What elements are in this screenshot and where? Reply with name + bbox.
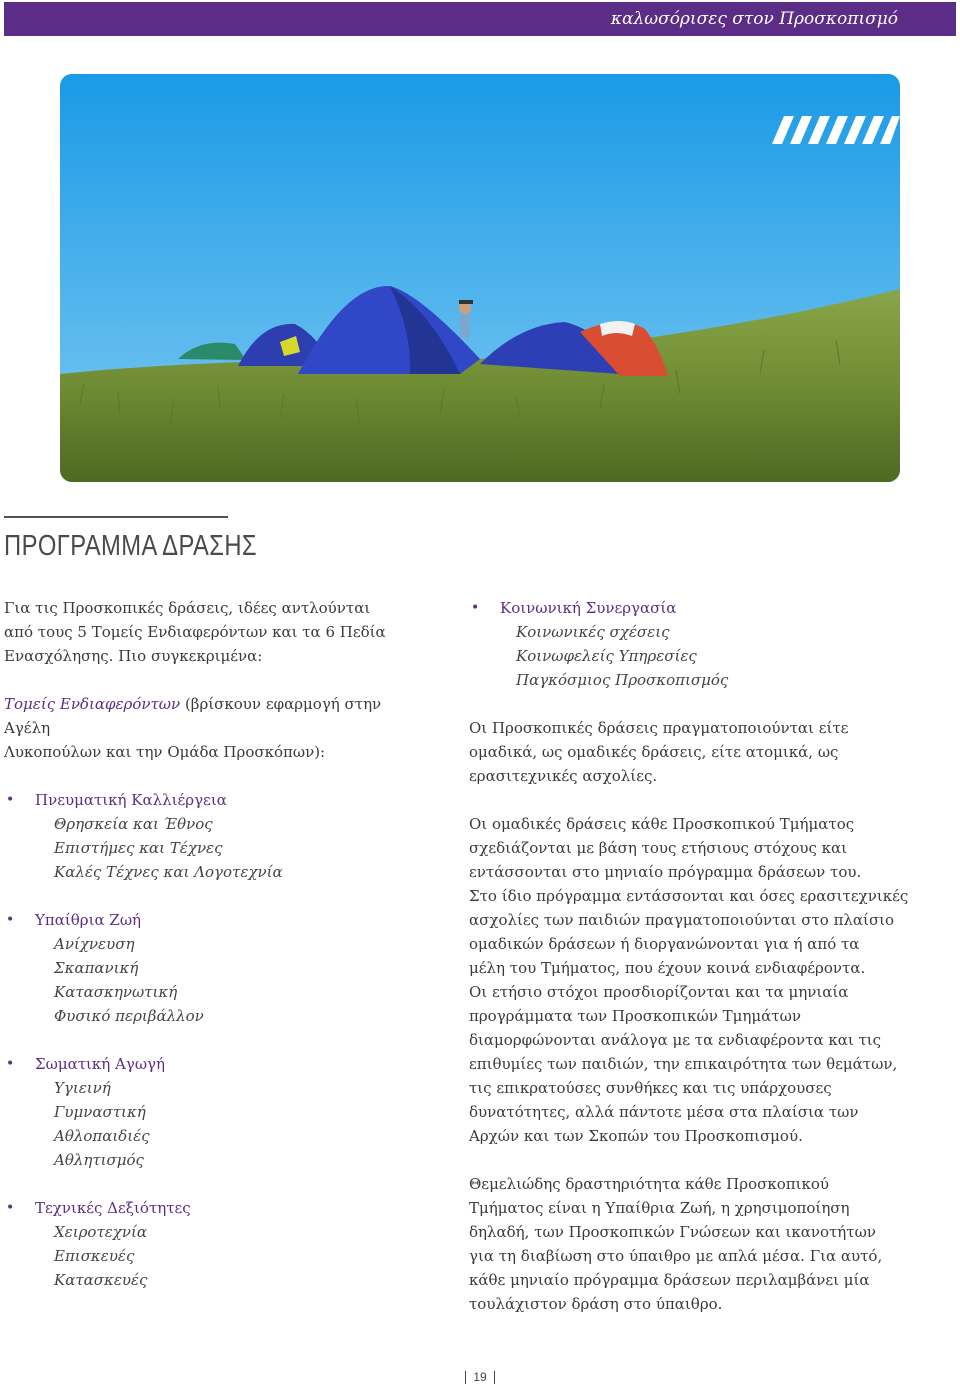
interest-areas-paragraph [4, 692, 424, 764]
divider-right [494, 1371, 495, 1384]
bullet-icon: • [471, 600, 480, 616]
paragraph-line: Οι ομαδικές δράσεις κάθε Προσκοπικού Τμήματος [469, 815, 855, 833]
intro-paragraph [4, 596, 424, 668]
category-item: Επισκευές [54, 1247, 135, 1265]
left-column [4, 596, 424, 1316]
category-item: Κοινωφελείς Υπηρεσίες [516, 647, 697, 665]
category-social [469, 596, 909, 692]
category-item: Επιστήμες και Τέχνες [54, 839, 223, 857]
category-title: Υπαίθρια Ζωή [35, 911, 142, 929]
section-title: ΠΡΟΓΡΑΜΜΑ ΔΡΑΣΗΣ [4, 530, 258, 562]
intro-line: Για τις Προσκοπικές δράσεις, ιδέες αντλούνται [4, 599, 371, 617]
category-item: Κατασκευές [54, 1271, 148, 1289]
paragraph [469, 812, 909, 1148]
header-bar [4, 2, 956, 36]
interest-areas-text: Λυκοπούλων και την Ομάδα Προσκόπων): [4, 743, 326, 761]
header-title: καλωσόρισες στον Προσκοπισμό [610, 9, 898, 29]
paragraph-line: δυνατότητες, αλλά πάντοτε μέσα στα πλαίσια των [469, 1103, 859, 1121]
bullet-icon: • [6, 912, 15, 928]
category-item: Χειροτεχνία [54, 1223, 148, 1241]
paragraph-line: κάθε μηνιαίο πρόγραμμα δράσεων περιλαμβάνει μία [469, 1271, 870, 1289]
paragraph-line: σχεδιάζονται με βάση τους ετήσιους στόχους και [469, 839, 848, 857]
category-title: Σωματική Αγωγή [35, 1055, 166, 1073]
category-item: Θρησκεία και Έθνος [54, 815, 213, 833]
category-item: Κοινωνικές σχέσεις [516, 623, 670, 641]
paragraph-line: ασχολίες των παιδιών πραγματοποιούνται στο πλαίσιο [469, 911, 895, 929]
paragraph-line: για τη διαβίωση στο ύπαιθρο με απλά μέσα. Για αυτό, [469, 1247, 883, 1265]
paragraph-line: τουλάχιστον δράση στο ύπαιθρο. [469, 1295, 723, 1313]
intro-line: Ενασχόλησης. Πιο συγκεκριμένα: [4, 647, 263, 665]
category-item: Αθλητισμός [54, 1151, 144, 1169]
section-divider [4, 516, 228, 518]
paragraph [469, 1172, 909, 1316]
category-title: Κοινωνική Συνεργασία [500, 599, 677, 617]
bullet-icon: • [6, 1056, 15, 1072]
category-technical [4, 1196, 424, 1292]
paragraph-line: Θεμελιώδης δραστηριότητα κάθε Προσκοπικού [469, 1175, 830, 1193]
category-spiritual [4, 788, 424, 884]
interest-areas-label: Τομείς Ενδιαφερόντων [4, 695, 181, 713]
paragraph-line: τις επικρατούσες συνθήκες και τις υπάρχουσες [469, 1079, 832, 1097]
interest-areas-text: (βρίσκουν εφαρμογή στην Αγέλη [4, 695, 382, 737]
intro-line: από τους 5 Τομείς Ενδιαφερόντων και τα 6 Πεδία [4, 623, 386, 641]
category-item: Παγκόσμιος Προσκοπισμός [516, 671, 729, 689]
paragraph-line: δηλαδή, των Προσκοπικών Γνώσεων και ικανοτήτων [469, 1223, 876, 1241]
paragraph-line: ομαδικών δράσεων ή διοργανώνονται για ή από τα [469, 935, 860, 953]
page-number [0, 1370, 960, 1384]
paragraph-line: εντάσσονται στο μηνιαίο πρόγραμμα δράσεων του. [469, 863, 862, 881]
camping-tents-photo [60, 74, 900, 482]
divider-left [465, 1371, 466, 1384]
category-outdoor [4, 908, 424, 1028]
category-physical [4, 1052, 424, 1172]
paragraph-line: Οι ετήσιο στόχοι προσδιορίζονται και τα μηνιαία [469, 983, 849, 1001]
bullet-icon: • [6, 1200, 15, 1216]
category-item: Γυμναστική [54, 1103, 146, 1121]
page-number-value: 19 [473, 1370, 487, 1384]
category-item: Ανίχνευση [54, 935, 135, 953]
category-item: Σκαπανική [54, 959, 139, 977]
paragraph-line: Στο ίδιο πρόγραμμα εντάσσονται και όσες ερασιτεχνικές [469, 887, 909, 905]
paragraph [469, 716, 909, 788]
paragraph-line: επιθυμίες των παιδιών, την επικαιρότητα των θεμάτων, [469, 1055, 898, 1073]
category-item: Υγιεινή [54, 1079, 111, 1097]
category-item: Αθλοπαιδιές [54, 1127, 150, 1145]
category-item: Φυσικό περιβάλλον [54, 1007, 204, 1025]
paragraph-line: μέλη του Τμήματος, που έχουν κοινά ενδιαφέροντα. [469, 959, 866, 977]
interest-areas-line [4, 692, 424, 740]
category-item: Κατασκηνωτική [54, 983, 178, 1001]
paragraph-line: Αρχών και των Σκοπών του Προσκοπισμού. [469, 1127, 803, 1145]
category-item: Καλές Τέχνες και Λογοτεχνία [54, 863, 283, 881]
category-title: Τεχνικές Δεξιότητες [35, 1199, 191, 1217]
paragraph-line: Τμήματος είναι η Υπαίθρια Ζωή, η χρησιμοποίηση [469, 1199, 850, 1217]
paragraph-line: Οι Προσκοπικές δράσεις πραγματοποιούνται είτε [469, 719, 849, 737]
bullet-icon: • [6, 792, 15, 808]
paragraph-line: ερασιτεχνικές ασχολίες. [469, 767, 658, 785]
paragraph-line: διαμορφώνονται ανάλογα με τα ενδιαφέροντα και τις [469, 1031, 882, 1049]
right-column [469, 596, 909, 1340]
paragraph-line: ομαδικά, ως ομαδικές δράσεις, είτε ατομικά, ως [469, 743, 839, 761]
paragraph-line: προγράμματα των Προσκοπικών Τμημάτων [469, 1007, 801, 1025]
category-title: Πνευματική Καλλιέργεια [35, 791, 227, 809]
